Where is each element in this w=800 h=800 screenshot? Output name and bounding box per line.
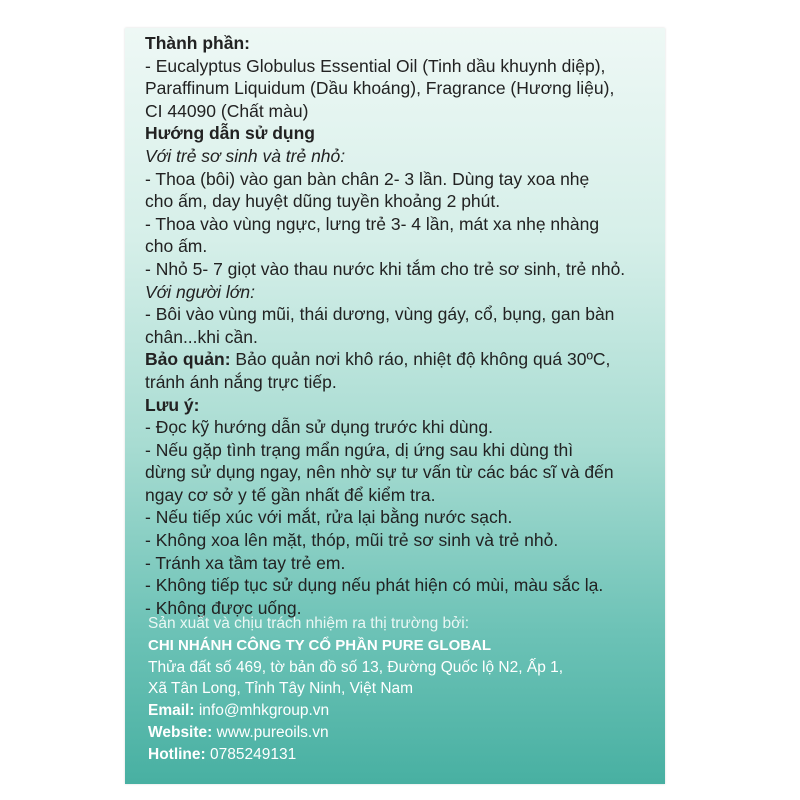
notes-heading: Lưu ý: xyxy=(145,394,200,415)
note-line: - Không xoa lên mặt, thóp, mũi trẻ sơ sinh và trẻ nhỏ. xyxy=(145,530,559,551)
website-row xyxy=(148,722,648,744)
note-line: - Tránh xa tầm tay trẻ em. xyxy=(145,552,346,573)
usage-line: - Bôi vào vùng mũi, thái dương, vùng gáy, cổ, bụng, gan bàn xyxy=(145,304,615,325)
ingredients-heading: Thành phần: xyxy=(145,33,250,53)
address-line: Xã Tân Long, Tỉnh Tây Ninh, Việt Nam xyxy=(148,680,414,698)
note-line: ngay cơ sở y tế gần nhất để kiểm tra. xyxy=(145,484,436,505)
storage-line xyxy=(145,348,665,371)
usage-line: cho ấm, day huyệt dũng tuyền khoảng 2 phút. xyxy=(145,191,501,212)
usage-line: - Nhỏ 5- 7 giọt vào thau nước khi tắm cho trẻ sơ sinh, trẻ nhỏ. xyxy=(145,258,626,279)
storage-line: tránh ánh nắng trực tiếp. xyxy=(145,371,337,392)
email-value: info@mhkgroup.vn xyxy=(194,702,330,720)
storage-text: Bảo quản nơi khô ráo, nhiệt độ không quá 30ºC, xyxy=(230,349,611,370)
note-line: - Nếu tiếp xúc với mắt, rửa lại bằng nước sạch. xyxy=(145,507,513,528)
ingredient-line: - Eucalyptus Globulus Essential Oil (Tinh dầu khuynh diệp), xyxy=(145,55,606,76)
ingredient-line: Paraffinum Liquidum (Dầu khoáng), Fragrance (Hương liệu), xyxy=(145,78,615,99)
usage-line: - Thoa vào vùng ngực, lưng trẻ 3- 4 lần, mát xa nhẹ nhàng xyxy=(145,213,600,234)
usage-line: chân...khi cần. xyxy=(145,326,258,347)
usage-line: - Thoa (bôi) vào gan bàn chân 2- 3 lần. Dùng tay xoa nhẹ xyxy=(145,168,590,189)
manufacturer-footer xyxy=(148,613,648,766)
label-content xyxy=(145,32,665,619)
note-line: - Đọc kỹ hướng dẫn sử dụng trước khi dùng. xyxy=(145,417,493,438)
email-label: Email: xyxy=(148,702,195,720)
hotline-value: 0785249131 xyxy=(205,745,297,763)
website-label: Website: xyxy=(148,723,213,741)
producer-line: Sản xuất và chịu trách nhiệm ra thị trường bởi: xyxy=(148,615,470,632)
hotline-row xyxy=(148,744,648,766)
hotline-label: Hotline: xyxy=(148,745,206,763)
adults-heading: Với người lớn: xyxy=(145,281,255,302)
company-name: CHI NHÁNH CÔNG TY CỔ PHẦN PURE GLOBAL xyxy=(148,636,492,654)
usage-heading: Hướng dẫn sử dụng xyxy=(145,123,315,144)
note-line: dừng sử dụng ngay, nên nhờ sự tư vấn từ các bác sĩ và đến xyxy=(145,462,614,483)
note-line: - Không được uống. xyxy=(145,597,302,618)
note-line: - Nếu gặp tình trạng mẩn ngứa, dị ứng sau khi dùng thì xyxy=(145,439,574,460)
usage-line: cho ấm. xyxy=(145,236,208,257)
address-line: Thửa đất số 469, tờ bản đồ số 13, Đường Quốc lộ N2, Ấp 1, xyxy=(148,658,564,676)
infants-heading: Với trẻ sơ sinh và trẻ nhỏ: xyxy=(145,145,346,166)
email-row xyxy=(148,700,648,722)
note-line: - Không tiếp tục sử dụng nếu phát hiện có mùi, màu sắc lạ. xyxy=(145,575,604,596)
storage-label: Bảo quản: xyxy=(145,349,231,370)
website-value: www.pureoils.vn xyxy=(212,723,329,741)
ingredient-line: CI 44090 (Chất màu) xyxy=(145,100,309,121)
